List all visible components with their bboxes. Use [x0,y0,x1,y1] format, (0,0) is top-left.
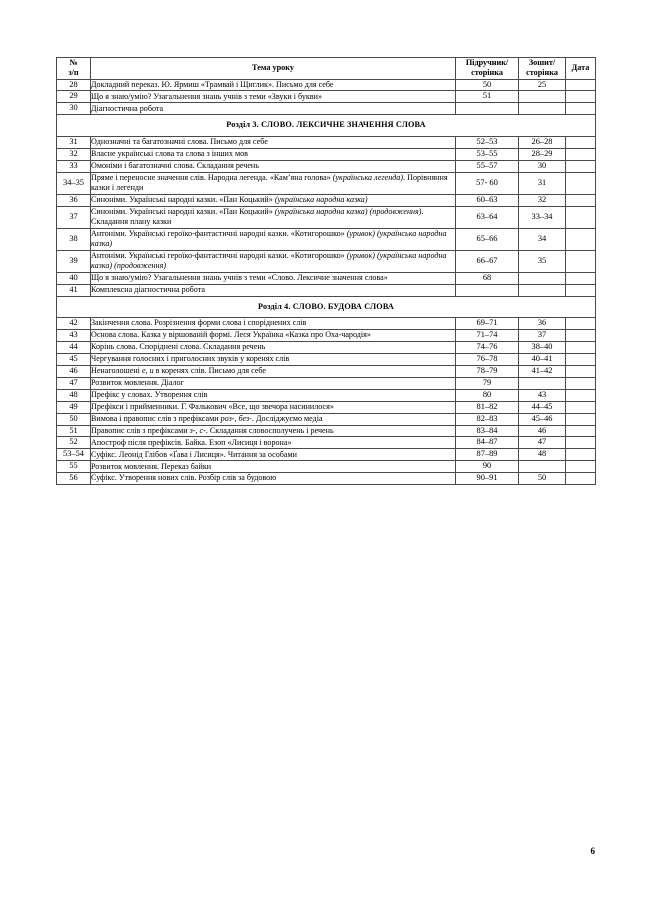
cell-lesson-theme: Однозначні та багатозначні слова. Письмо для себе [91,136,456,148]
cell-textbook-page: 50 [456,79,519,91]
table-row [57,342,596,354]
table-row [57,425,596,437]
cell-date[interactable] [566,136,596,148]
cell-textbook-page: 80 [456,389,519,401]
cell-lesson-theme: Чергування голосних і приголосних звуків у коренях слів [91,354,456,366]
theme-text: . Складання плану казки [91,206,424,227]
cell-textbook-page: 69–71 [456,318,519,330]
theme-text: Синоніми. Українські народні казки. «Пан Коцький» [91,194,275,204]
cell-notebook-page: 47 [519,437,566,449]
theme-text: . Досліджуємо медіа [251,413,323,423]
cell-textbook-page: 65–66 [456,228,519,250]
theme-text: Ненаголошені [91,366,142,376]
cell-lesson-number: 40 [57,272,91,284]
table-row [57,206,596,228]
theme-emphasis: без- [238,413,252,423]
cell-lesson-number: 33 [57,160,91,172]
table-row [57,389,596,401]
cell-textbook-page: 55–57 [456,160,519,172]
table-row [57,354,596,366]
column-header-theme: Тема уроку [91,58,456,80]
cell-lesson-theme [91,413,456,425]
cell-date[interactable] [566,206,596,228]
cell-notebook-page: 25 [519,79,566,91]
table-row [57,473,596,485]
cell-lesson-theme: Корінь слова. Споріднені слова. Складання речень [91,342,456,354]
cell-lesson-theme: Розвиток мовлення. Переказ байки [91,461,456,473]
cell-notebook-page [519,461,566,473]
cell-textbook-page: 76–78 [456,354,519,366]
cell-lesson-number: 52 [57,437,91,449]
cell-textbook-page: 83–84 [456,425,519,437]
cell-lesson-theme [91,172,456,194]
cell-lesson-number: 53–54 [57,449,91,461]
cell-notebook-page: 50 [519,473,566,485]
cell-lesson-theme: Розвиток мовлення. Діалог [91,377,456,389]
cell-textbook-page [456,284,519,296]
cell-lesson-theme [91,250,456,272]
theme-text: , [234,413,239,423]
cell-lesson-theme: Префікси і прийменники. Г. Фалькович «Все, що звечора насинилося» [91,401,456,413]
cell-date[interactable] [566,377,596,389]
table-section-row [57,296,596,318]
cell-textbook-page: 87–89 [456,449,519,461]
column-header-number [57,58,91,80]
cell-lesson-theme [91,194,456,206]
table-row [57,91,596,103]
table-row [57,449,596,461]
table-row [57,103,596,115]
table-row [57,228,596,250]
cell-date[interactable] [566,148,596,160]
table-row [57,136,596,148]
column-header-textbook-line1: Підручник/ [465,58,509,67]
cell-notebook-page: 38–40 [519,342,566,354]
section-title: Розділ 3. СЛОВО. ЛЕКСИЧНЕ ЗНАЧЕННЯ СЛОВА [57,115,596,137]
cell-notebook-page: 30 [519,160,566,172]
section-title: Розділ 4. СЛОВО. БУДОВА СЛОВА [57,296,596,318]
cell-textbook-page: 52–53 [456,136,519,148]
cell-date[interactable] [566,437,596,449]
column-header-number-line1: № [69,58,78,67]
table-row [57,160,596,172]
cell-date[interactable] [566,160,596,172]
cell-notebook-page: 45–46 [519,413,566,425]
cell-lesson-theme: Що я знаю/умію? Узагальнення знань учнів з теми «Звуки і букви» [91,91,456,103]
cell-date[interactable] [566,284,596,296]
cell-date[interactable] [566,413,596,425]
cell-lesson-number: 51 [57,425,91,437]
cell-date[interactable] [566,172,596,194]
cell-date[interactable] [566,425,596,437]
table-row [57,330,596,342]
table-row [57,284,596,296]
cell-lesson-theme: Префікс у словах. Утворення слів [91,389,456,401]
theme-text: , [195,425,200,435]
theme-text: Антоніми. Українські героїко-фантастичні народні казки. «Котигорошко» [91,228,347,238]
theme-emphasis: роз- [220,413,235,423]
cell-lesson-number: 42 [57,318,91,330]
table-body [57,79,596,485]
cell-lesson-theme: Комплексна діагностична робота [91,284,456,296]
cell-date[interactable] [566,103,596,115]
table-row [57,272,596,284]
cell-lesson-theme: Докладний переказ. Ю. Ярмиш «Трамвай і Щиглик». Письмо для себе [91,79,456,91]
cell-lesson-number: 37 [57,206,91,228]
theme-text: Вимова і правопис слів з префіксами [91,413,221,423]
cell-notebook-page: 32 [519,194,566,206]
theme-emphasis: е, и [141,366,154,376]
lesson-plan-table [56,57,596,485]
cell-textbook-page: 90–91 [456,473,519,485]
cell-lesson-number: 30 [57,103,91,115]
theme-emphasis: (українська народна казка) (продовження) [91,250,447,271]
cell-notebook-page: 28–29 [519,148,566,160]
cell-lesson-theme: Діагностична робота [91,103,456,115]
cell-lesson-number: 46 [57,365,91,377]
cell-date[interactable] [566,342,596,354]
cell-date[interactable] [566,461,596,473]
cell-date[interactable] [566,194,596,206]
cell-textbook-page: 68 [456,272,519,284]
cell-textbook-page: 60–63 [456,194,519,206]
cell-lesson-theme [91,425,456,437]
cell-notebook-page: 46 [519,425,566,437]
cell-notebook-page: 37 [519,330,566,342]
cell-lesson-number: 31 [57,136,91,148]
cell-textbook-page: 82–83 [456,413,519,425]
table-row [57,413,596,425]
cell-textbook-page: 57- 60 [456,172,519,194]
cell-lesson-number: 49 [57,401,91,413]
cell-lesson-number: 43 [57,330,91,342]
cell-notebook-page: 31 [519,172,566,194]
cell-textbook-page [456,103,519,115]
cell-textbook-page: 90 [456,461,519,473]
theme-emphasis: (українська народна казка) (продовження) [274,206,422,216]
cell-notebook-page: 26–28 [519,136,566,148]
cell-lesson-theme: Омоніми і багатозначні слова. Складання речень [91,160,456,172]
column-header-notebook-line2: сторінка [526,68,558,78]
cell-lesson-number: 48 [57,389,91,401]
cell-lesson-theme: Апостроф після префіксів. Байка. Езоп «Лисиця і ворона» [91,437,456,449]
column-header-notebook-line1: Зошит/ [528,58,556,67]
table-row [57,377,596,389]
cell-textbook-page: 51 [456,91,519,103]
theme-emphasis: (українська народна казка) [274,194,368,204]
cell-notebook-page [519,91,566,103]
cell-textbook-page: 53–55 [456,148,519,160]
cell-notebook-page: 48 [519,449,566,461]
column-header-textbook-page [456,58,519,80]
cell-date[interactable] [566,354,596,366]
theme-text: Правопис слів з префіксами [91,425,190,435]
cell-notebook-page: 40–41 [519,354,566,366]
theme-emphasis: (українська легенда) [332,172,404,182]
cell-notebook-page [519,103,566,115]
cell-lesson-number: 41 [57,284,91,296]
theme-text: Пряме і переносне значення слів. Народна легенда. «Кам’яна голова» [91,172,333,182]
cell-lesson-number: 56 [57,473,91,485]
cell-lesson-number: 47 [57,377,91,389]
cell-textbook-page: 74–76 [456,342,519,354]
table-row [57,79,596,91]
theme-emphasis: (українська народна казка) [91,228,447,249]
cell-date[interactable] [566,401,596,413]
table-header [57,58,596,80]
table-row [57,437,596,449]
table-row [57,461,596,473]
cell-date[interactable] [566,79,596,91]
cell-lesson-theme: Власне українські слова та слова з інших мов [91,148,456,160]
cell-textbook-page: 66–67 [456,250,519,272]
table-header-row [57,58,596,80]
cell-date[interactable] [566,330,596,342]
cell-date[interactable] [566,228,596,250]
column-header-notebook-page [519,58,566,80]
column-header-textbook-line2: сторінка [471,68,503,78]
cell-textbook-page: 81–82 [456,401,519,413]
cell-date[interactable] [566,365,596,377]
cell-lesson-theme: Що я знаю/умію? Узагальнення знань учнів з теми «Слово. Лексичне значення слова» [91,272,456,284]
table-row [57,194,596,206]
cell-notebook-page: 43 [519,389,566,401]
cell-lesson-number: 39 [57,250,91,272]
theme-text: Синоніми. Українські народні казки. «Пан Коцький» [91,206,275,216]
cell-notebook-page: 41–42 [519,365,566,377]
cell-lesson-theme [91,206,456,228]
theme-text: . Складання словосполучень і речень [205,425,334,435]
theme-emphasis: (уривок) [346,250,375,260]
cell-textbook-page: 63–64 [456,206,519,228]
cell-lesson-number: 44 [57,342,91,354]
cell-lesson-theme: Суфікс. Утворення нових слів. Розбір слів за будовою [91,473,456,485]
table-row [57,365,596,377]
cell-date[interactable] [566,250,596,272]
cell-notebook-page: 35 [519,250,566,272]
cell-notebook-page [519,284,566,296]
cell-lesson-number: 55 [57,461,91,473]
cell-lesson-theme: Основа слова. Казка у віршованій формі. Леся Українка «Казка про Оха-чародія» [91,330,456,342]
cell-lesson-number: 34–35 [57,172,91,194]
cell-textbook-page: 79 [456,377,519,389]
cell-date[interactable] [566,449,596,461]
theme-text: в коренях слів. Письмо для себе [153,366,267,376]
theme-emphasis: з- [189,425,196,435]
table-row [57,250,596,272]
table-row [57,318,596,330]
cell-date[interactable] [566,272,596,284]
column-header-date: Дата [566,58,596,80]
cell-date[interactable] [566,473,596,485]
cell-notebook-page: 44–45 [519,401,566,413]
cell-lesson-theme: Закінчення слова. Розрізнення форми слова і споріднених слів [91,318,456,330]
cell-lesson-theme [91,228,456,250]
cell-lesson-theme: Суфікс. Леонід Глібов «Ґава і Лисиця». Читання за особами [91,449,456,461]
cell-lesson-theme [91,365,456,377]
cell-notebook-page: 33–34 [519,206,566,228]
cell-textbook-page: 71–74 [456,330,519,342]
cell-notebook-page: 36 [519,318,566,330]
cell-textbook-page: 78–79 [456,365,519,377]
theme-text: Антоніми. Українські героїко-фантастичні народні казки. «Котигорошко» [91,250,347,260]
theme-emphasis: с- [199,425,206,435]
table-row [57,148,596,160]
table-row [57,401,596,413]
cell-date[interactable] [566,318,596,330]
cell-lesson-number: 50 [57,413,91,425]
cell-lesson-number: 29 [57,91,91,103]
cell-notebook-page [519,272,566,284]
cell-textbook-page: 84–87 [456,437,519,449]
cell-date[interactable] [566,389,596,401]
table-section-row [57,115,596,137]
theme-emphasis: (уривок) [346,228,375,238]
theme-text: . Порівняння казки і легенди [91,172,448,193]
cell-lesson-number: 38 [57,228,91,250]
cell-lesson-number: 36 [57,194,91,206]
cell-date[interactable] [566,91,596,103]
table-row [57,172,596,194]
cell-lesson-number: 28 [57,79,91,91]
lesson-plan-sheet [56,57,595,485]
cell-notebook-page [519,377,566,389]
page-number: 6 [590,846,595,856]
cell-lesson-number: 32 [57,148,91,160]
column-header-number-line2: з/п [68,68,79,78]
cell-lesson-number: 45 [57,354,91,366]
cell-notebook-page: 34 [519,228,566,250]
